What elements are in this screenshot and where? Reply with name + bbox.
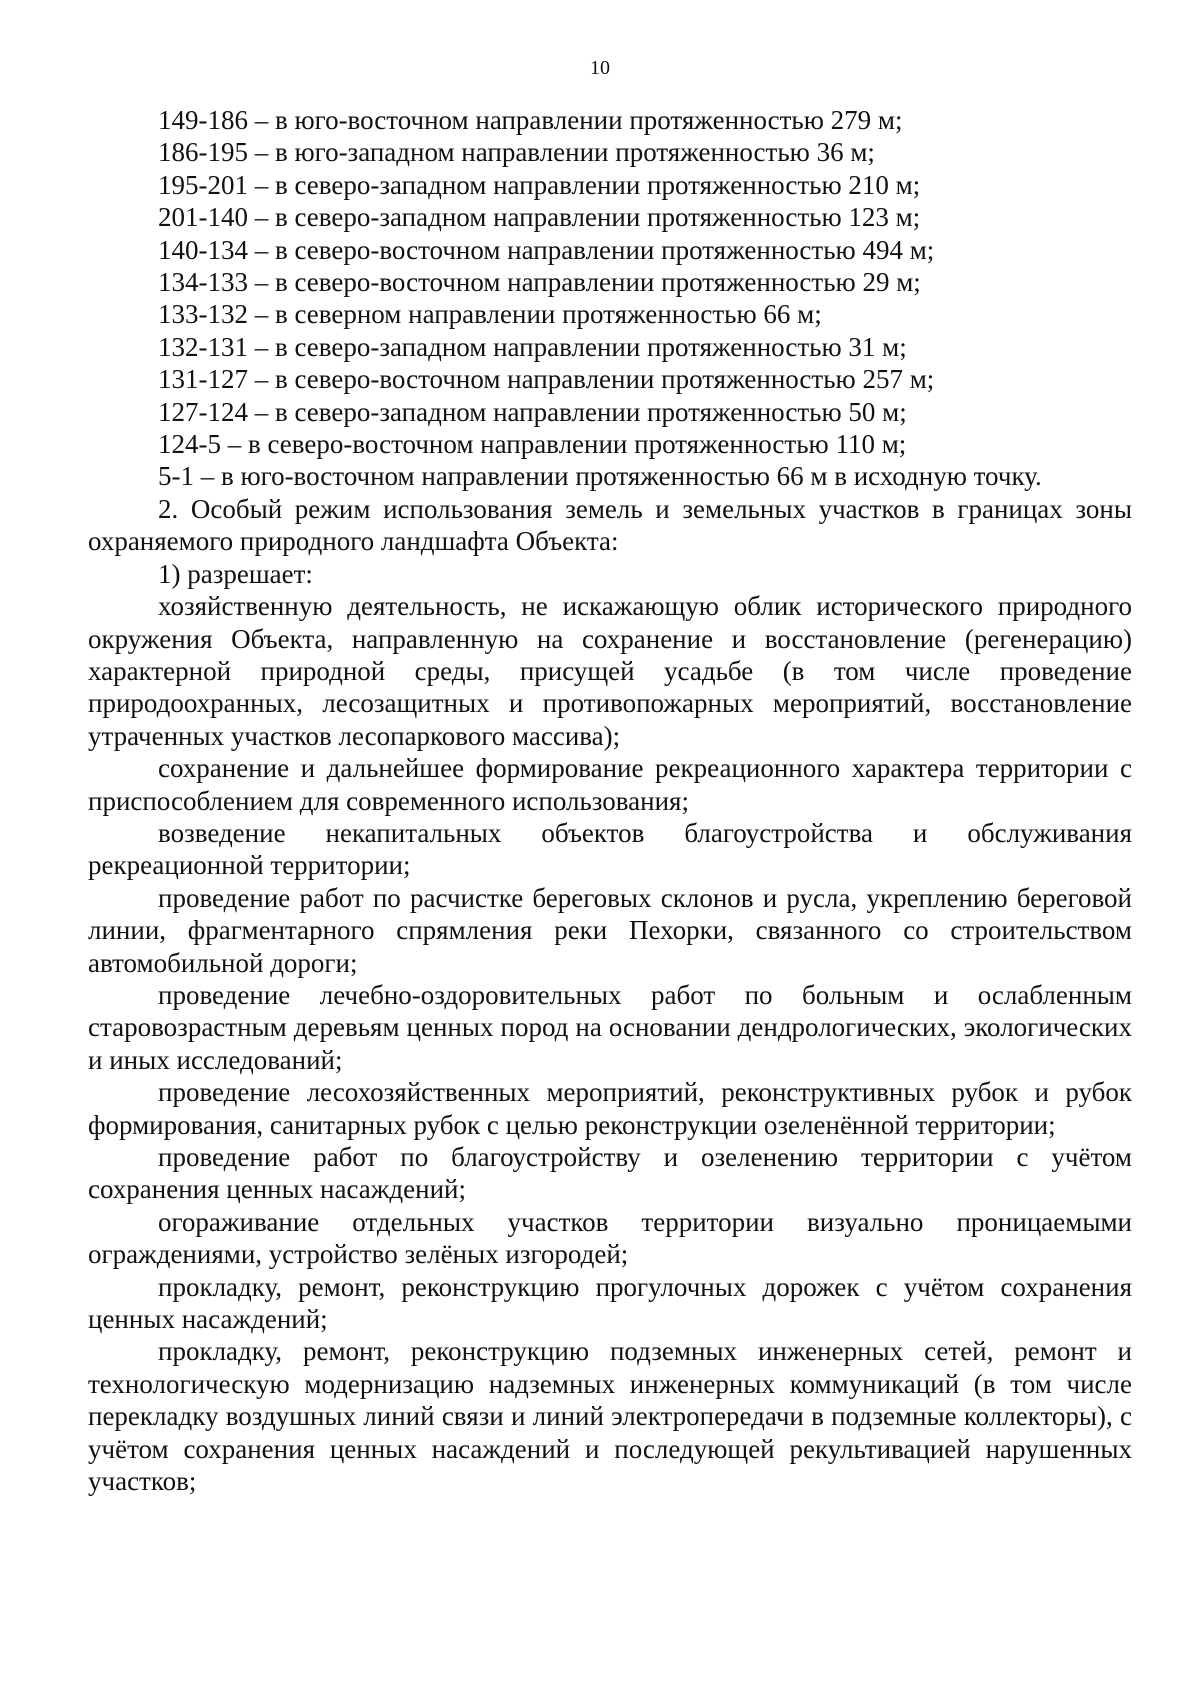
boundary-segment: 140-134 – в северо-восточном направлении протяженностью 494 м; — [158, 234, 935, 265]
boundary-segment: 132-131 – в северо-западном направлении протяженностью 31 м; — [158, 331, 907, 362]
permitted-item: огораживание отдельных участков территории визуально проницаемыми ограждениями, устройство зелёных изгородей; — [88, 1206, 1132, 1270]
section-heading: 2. Особый режим использования земель и земельных участков в границах зоны охраняемого природного ландшафта Объекта: — [88, 493, 1132, 557]
permitted-item: хозяйственную деятельность, не искажающую облик исторического природного окружения Объекта, направленную на сохранение и восстановление (регенерацию) характерной природной среды, присущей усадьбе (в том числе проведение природоохранных, лесозащитных и противопожарных мероприятий, восстановление утраченных участков лесопаркового массива); — [88, 591, 1132, 751]
subsection-label: 1) разрешает: — [158, 558, 313, 589]
permitted-item: проведение лечебно-оздоровительных работ по больным и ослабленным старовозрастным деревьям ценных пород на основании дендрологических, экологических и иных исследований; — [88, 979, 1132, 1075]
permitted-item: прокладку, ремонт, реконструкцию подземных инженерных сетей, ремонт и технологическую модернизацию надземных инженерных коммуникаций (в том числе перекладку воздушных линий связи и линий электропередачи в подземные коллекторы), с учётом сохранения ценных насаждений и последующей рекультивацией нарушенных участков; — [88, 1336, 1132, 1497]
document-body — [88, 104, 1132, 1497]
boundary-segment: 127-124 – в северо-западном направлении протяженностью 50 м; — [158, 396, 907, 427]
permitted-item: проведение лесохозяйственных мероприятий, реконструктивных рубок и рубок формирования, санитарных рубок с целью реконструкции озеленённой территории; — [88, 1077, 1132, 1140]
boundary-segment: 201-140 – в северо-западном направлении протяженностью 123 м; — [158, 202, 921, 233]
boundary-segment: 186-195 – в юго-западном направлении протяженностью 36 м; — [158, 137, 875, 168]
boundary-segment: 195-201 – в северо-западном направлении протяженностью 210 м; — [158, 169, 921, 200]
boundary-segment: 134-133 – в северо-восточном направлении протяженностью 29 м; — [158, 267, 921, 298]
permitted-item: возведение некапитальных объектов благоустройства и обслуживания рекреационной территории; — [88, 817, 1132, 881]
boundary-segment: 133-132 – в северном направлении протяженностью 66 м; — [158, 299, 822, 330]
boundary-segment: 131-127 – в северо-восточном направлении протяженностью 257 м; — [158, 364, 935, 395]
permitted-item: прокладку, ремонт, реконструкцию прогулочных дорожек с учётом сохранения ценных насаждений; — [88, 1271, 1132, 1335]
permitted-item: проведение работ по расчистке береговых склонов и русла, укреплению береговой линии, фрагментарного спрямления реки Пехорки, связанного со строительством автомобильной дороги; — [88, 882, 1132, 978]
boundary-segment: 5-1 – в юго-восточном направлении протяженностью 66 м в исходную точку. — [158, 461, 1042, 492]
permitted-item: сохранение и дальнейшее формирование рекреационного характера территории с приспособлением для современного использования; — [88, 753, 1132, 816]
page-number: 10 — [590, 57, 610, 79]
boundary-segment: 149-186 – в юго-восточном направлении протяженностью 279 м; — [158, 105, 903, 135]
permitted-item: проведение работ по благоустройству и озеленению территории с учётом сохранения ценных насаждений; — [88, 1142, 1132, 1205]
boundary-segment: 124-5 – в северо-восточном направлении протяженностью 110 м; — [158, 429, 907, 460]
